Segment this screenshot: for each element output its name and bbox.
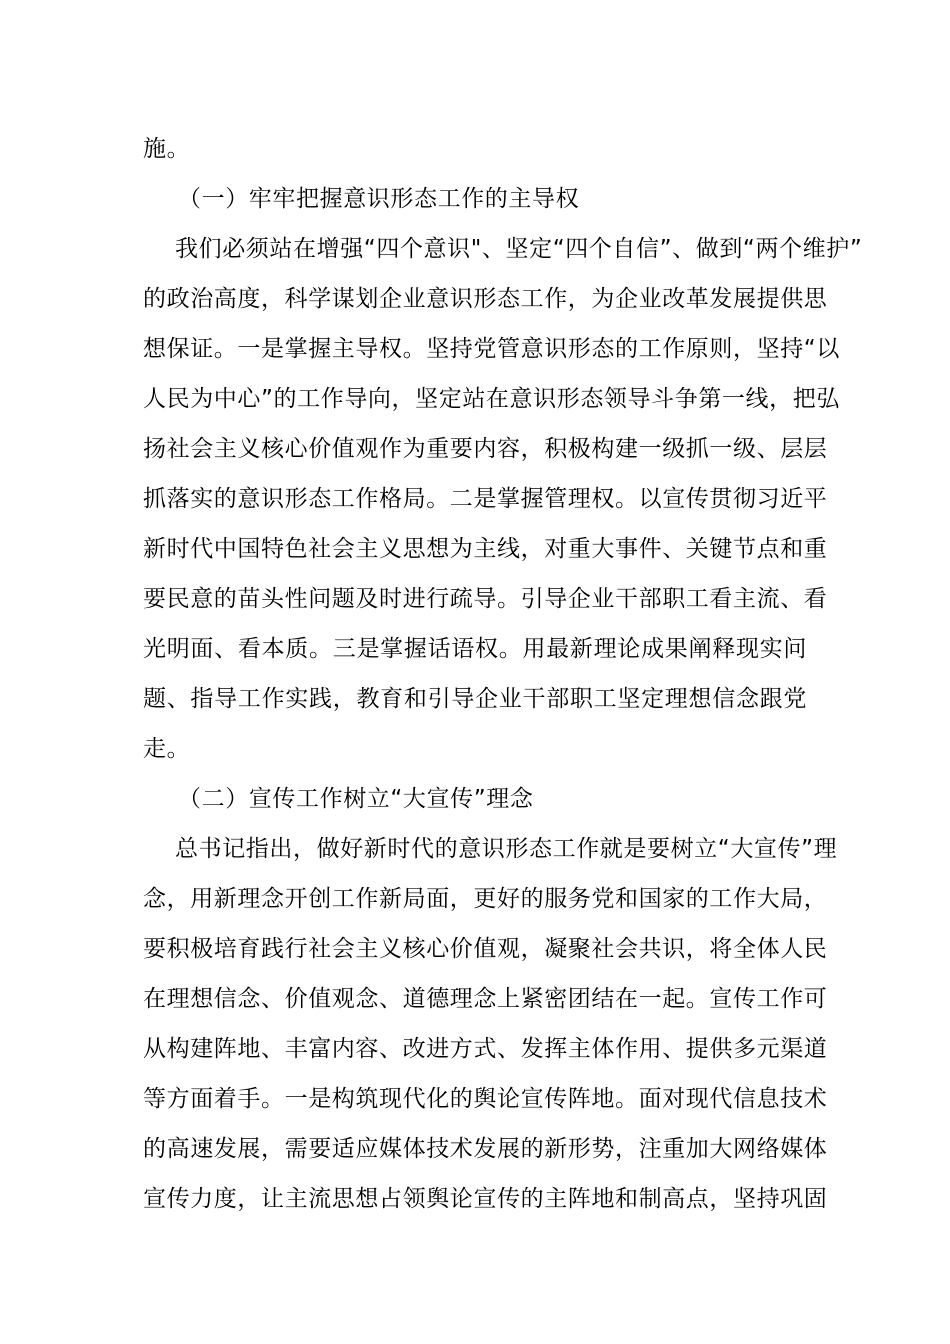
text-line: 走。 (143, 736, 191, 762)
text-line: 念，用新理念开创工作新局面，更好的服务党和国家的工作大局， (143, 886, 828, 912)
text-line: 在理想信念、价值观念、道德理念上紧密团结在一起。宣传工作可 (143, 986, 828, 1012)
section-heading-2: （二）宣传工作树立“大宣传”理念 (178, 786, 534, 812)
text-line: 人民为中心”的工作导向，坚定站在意识形态领导斗争第一线，把弘 (143, 386, 840, 412)
text-line: 要民意的苗头性问题及时进行疏导。引导企业干部职工看主流、看 (143, 586, 828, 612)
text-line: 扬社会主义核心价值观作为重要内容，积极构建一级抓一级、层层 (143, 436, 828, 462)
text-line: 想保证。一是掌握主导权。坚持党管意识形态的工作原则，坚持“以 (143, 336, 840, 362)
text-line: 抓落实的意识形态工作格局。二是掌握管理权。以宣传贯彻习近平 (143, 486, 828, 512)
text-line: 等方面着手。一是构筑现代化的舆论宣传阵地。面对现代信息技术 (143, 1086, 828, 1112)
text-line: 从构建阵地、丰富内容、改进方式、发挥主体作用、提供多元渠道 (143, 1036, 828, 1062)
section-heading-1: （一）牢牢把握意识形态工作的主导权 (178, 186, 580, 212)
text-line: 我们必须站在增强“四个意识"、坚定“四个自信”、做到“两个维护” (175, 236, 863, 262)
text-line: 题、指导工作实践，教育和引导企业干部职工坚定理想信念跟党 (143, 686, 807, 712)
text-line: 新时代中国特色社会主义思想为主线，对重大事件、关键节点和重 (143, 536, 828, 562)
text-line: 的政治高度，科学谋划企业意识形态工作，为企业改革发展提供思 (143, 286, 828, 312)
text-line: 光明面、看本质。三是掌握话语权。用最新理论成果阐释现实问 (143, 636, 807, 662)
text-line: 宣传力度，让主流思想占领舆论宣传的主阵地和制高点，坚持巩固 (143, 1186, 828, 1212)
text-line: 的高速发展，需要适应媒体技术发展的新形势，注重加大网络媒体 (143, 1136, 828, 1162)
text-line: 总书记指出，做好新时代的意识形态工作就是要树立“大宣传”理 (175, 836, 838, 862)
text-line: 施。 (143, 136, 191, 162)
text-line: 要积极培育践行社会主义核心价值观，凝聚社会共识，将全体人民 (143, 936, 828, 962)
